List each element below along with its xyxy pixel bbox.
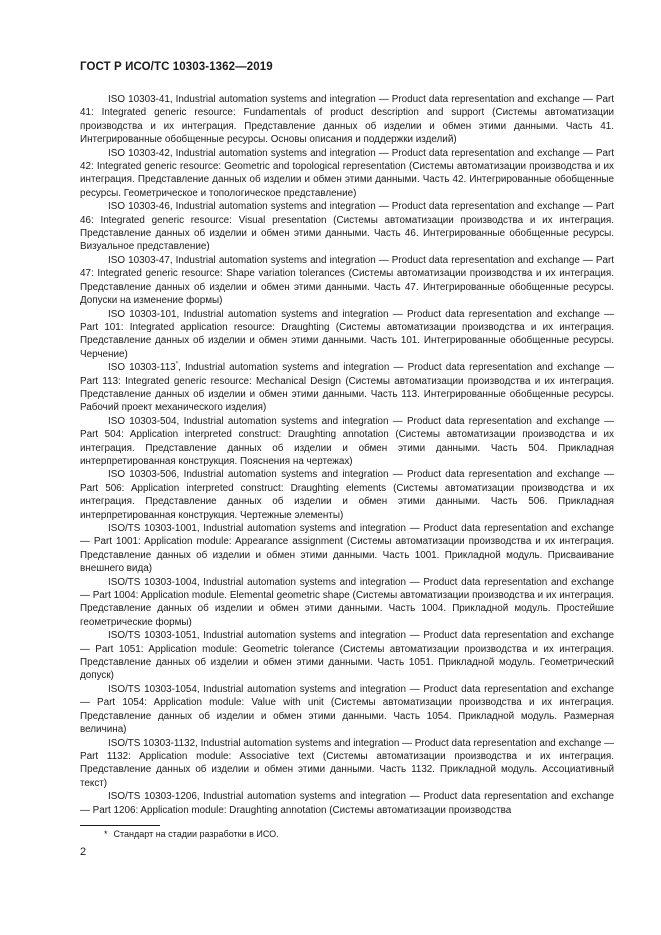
reference-iso-ts-10303-1001: ISO/TS 10303-1001, Industrial automation systems and integration — Product data representation and exchange — Part 1001: Application module: Appearance assignment (Системы автоматизации производства и их интеграция. Представление данных об изделии и обмен этими данными. Часть 1001. Прикладной модуль. Присваивание внешнего вида) [80, 523, 614, 575]
page-number: 2 [80, 846, 87, 858]
reference-text: , Industrial automation systems and integration — Product data representation and exchange — Part 113: Integrated generic resource: Mechanical Design (Системы автоматизации производства и их интеграция. Представление данных об изделии и обмен этими данными. Часть 113. Интегрированные обобщенные ресурсы. Рабочий проект механического изделия) [80, 362, 614, 414]
reference-iso-ts-10303-1054: ISO/TS 10303-1054, Industrial automation systems and integration — Product data representation and exchange — Part 1054: Application module: Value with unit (Системы автоматизации производства и их интеграция. Представление данных об изделии и обмен этими данными. Часть 1054. Прикладной модуль. Размерная величина) [80, 683, 614, 736]
document-body [80, 93, 614, 817]
footnote-marker: * [175, 361, 179, 368]
document-header: ГОСТ Р ИСО/ТС 10303-1362—2019 [80, 61, 273, 73]
reference-iso-ts-10303-1206: ISO/TS 10303-1206, Industrial automation systems and integration — Product data representation and exchange — Part 1206: Application module: Draughting annotation (Системы автоматизации производства [80, 791, 614, 816]
footnote [104, 829, 279, 839]
footnote-text: Стандарт на стадии разработки в ИСО. [113, 829, 279, 839]
reference-iso-10303-113 [80, 361, 614, 415]
reference-iso-ts-10303-1132: ISO/TS 10303-1132, Industrial automation systems and integration — Product data representation and exchange — Part 1132: Application module: Associative text (Системы автоматизации производства и их интеграция. Представление данных об изделии и обмен этими данными. Часть 1132. Прикладной модуль. Ассоциативный текст) [80, 737, 614, 789]
reference-iso-10303-101: ISO 10303-101, Industrial automation systems and integration — Product data representation and exchange — Part 101: Integrated application resource: Draughting (Системы автоматизации производства и их интеграция. Представление данных об изделии и обмен этими данными. Часть 101. Интегрированные обобщенные ресурсы. Черчение) [80, 308, 614, 360]
reference-iso-10303-47: ISO 10303-47, Industrial automation systems and integration — Product data representation and exchange — Part 47: Integrated generic resource: Shape variation tolerances (Системы автоматизации производства и их интеграция. Представление данных об изделии и обмен этими данными. Часть 47. Интегрированные обобщенные ресурсы. Допуски на изменение формы) [80, 254, 614, 307]
reference-iso-10303-42: ISO 10303-42, Industrial automation systems and integration — Product data representation and exchange — Part 42: Integrated generic resource: Geometric and topological representation (Системы автоматизации производства и их интеграция. Представление данных об изделии и обмен этими данными. Часть 42. Интегрированные обобщенные ресурсы. Геометрическое и топологическое представление) [80, 147, 614, 199]
reference-iso-10303-504: ISO 10303-504, Industrial automation systems and integration — Product data representation and exchange — Part 504: Application interpreted construct: Draughting annotation (Системы автоматизации производства и их интеграция. Представление данных об изделии и обмен этими данными. Часть 504. Прикладная интерпретированная конструкция. Пояснения на чертежах) [80, 415, 614, 467]
reference-iso-10303-46: ISO 10303-46, Industrial automation systems and integration — Product data representation and exchange — Part 46: Integrated generic resource: Visual presentation (Системы автоматизации производства и их интеграция. Представление данных об изделии и обмен этими данными. Часть 46. Интегрированные обобщенные ресурсы. Визуальное представление) [80, 201, 614, 253]
reference-iso-ts-10303-1004: ISO/TS 10303-1004, Industrial automation systems and integration — Product data representation and exchange — Part 1004: Application module. Elemental geometric shape (Системы автоматизации производства и их интеграция. Представление данных об изделии и обмен этими данными. Часть 1004. Прикладной модуль. Простейшие геометрические формы) [80, 576, 614, 628]
reference-iso-ts-10303-1051: ISO/TS 10303-1051, Industrial automation systems and integration — Product data representation and exchange — Part 1051: Application module: Geometric tolerance (Системы автоматизации производства и их интеграция. Представление данных об изделии и обмен этими данными. Часть 1051. Прикладной модуль. Геометрический допуск) [80, 630, 614, 682]
footnote-divider [80, 825, 160, 826]
reference-iso-10303-506: ISO 10303-506, Industrial automation systems and integration — Product data representation and exchange — Part 506: Application interpreted construct: Draughting elements (Системы автоматизации производства и их интеграция. Представление данных об изделии и обмен этими данными. Часть 506. Прикладная интерпретированная конструкция. Чертежные элементы) [80, 469, 614, 521]
footnote-mark: * [104, 829, 108, 839]
reference-iso-10303-41: ISO 10303-41, Industrial automation systems and integration — Product data representation and exchange — Part 41: Integrated generic resource: Fundamentals of product description and support (Системы автоматизации производства и их интеграция. Представление данных об изделии и обмен этими данными. Часть 41. Интегрированные обобщенные ресурсы. Основы описания и поддержки изделий) [80, 94, 614, 146]
reference-code: ISO 10303-113 [108, 362, 176, 374]
